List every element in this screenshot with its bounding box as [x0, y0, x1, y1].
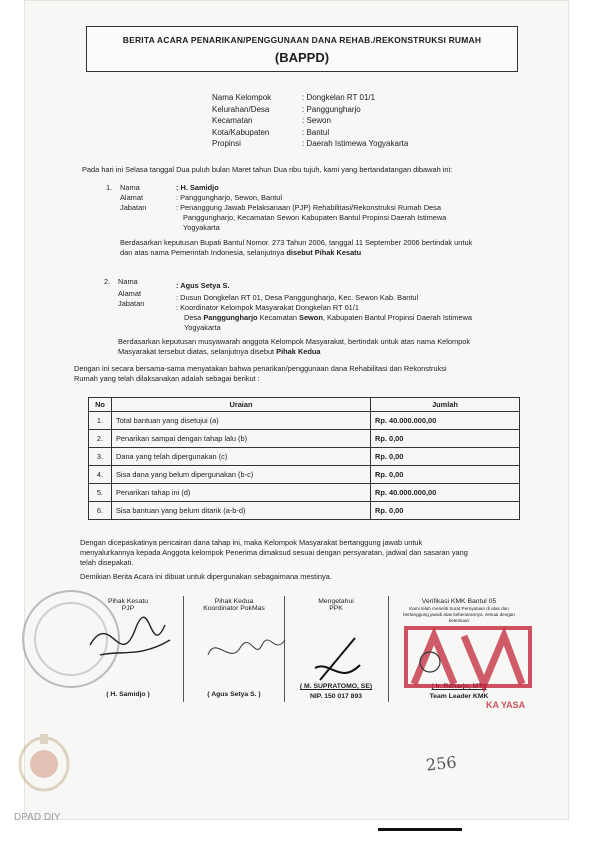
party-2-position-text: , Kabupaten Bantul Propinsi Daerah Istimewa — [322, 313, 472, 322]
document-title: BERITA ACARA PENARIKAN/PENGGUNAAN DANA REHAB./REKONSTRUKSI RUMAH — [122, 35, 482, 45]
row-description: Dana yang telah dipergunakan (c) — [112, 448, 371, 466]
page-edge-mark — [378, 828, 462, 831]
signature-nip: NIP. 150 017 893 — [309, 693, 363, 700]
party-2-position-line2 — [184, 313, 472, 323]
row-amount: Rp. 0,00 — [371, 448, 520, 466]
signature-name: ( H. Samidjo ) — [106, 691, 150, 698]
signature-scribble-party-1 — [80, 600, 180, 680]
kmk-stamp — [404, 624, 534, 712]
info-row — [212, 104, 408, 116]
row-number: 1. — [89, 412, 112, 430]
party-2-position-line1: : Koordinator Kelompok Masyarakat Dongkelan RT 01/1 — [176, 303, 359, 312]
party-2-key-jabatan: Jabatan — [118, 299, 145, 308]
info-row — [212, 127, 408, 139]
kmk-stamp-text: KA YASA — [486, 700, 526, 710]
info-label: Propinsi — [212, 139, 241, 148]
party-1-number: 1. — [106, 183, 113, 192]
signature-name: ( Ir. Raharjo, MT ) — [431, 683, 487, 690]
handwritten-page-number: 256 — [425, 752, 458, 775]
funds-table — [88, 397, 520, 520]
party-1-key-jabatan: Jabatan — [120, 203, 147, 212]
party-2-basis-line1: Berdasarkan keputusan musyawarah anggota Kelompok Masyarakat, bertindak untuk atas nama Kelompok — [118, 337, 471, 346]
info-label: Kecamatan — [212, 116, 253, 125]
party-2-position-line3: Yogyakarta — [184, 323, 221, 332]
dpad-logo-icon — [16, 730, 72, 804]
info-value: : Dongkelan RT 01/1 — [302, 93, 376, 102]
row-description: Penarikan tahap ini (d) — [112, 484, 371, 502]
signature-heading: Pihak Kedua — [214, 598, 254, 605]
row-amount: Rp. 0,00 — [371, 502, 520, 520]
document-subtitle: (BAPPD) — [274, 50, 330, 65]
row-amount: Rp. 40.000.000,00 — [371, 412, 520, 430]
info-row — [212, 138, 408, 150]
party-2-basis-line2 — [118, 347, 321, 357]
signature-scribble-ppk — [300, 630, 380, 690]
group-info — [212, 92, 408, 150]
document-title-box — [86, 26, 518, 72]
signature-heading: Mengetahui — [318, 598, 354, 605]
agreement-line2: Rumah yang telah dilaksanakan adalah sebagai berikut : — [74, 374, 260, 383]
table-header-no: No — [89, 398, 112, 412]
signature-role: Koordinator PokMas — [203, 605, 265, 612]
closing-line1: Dengan dicepaskatinya pencairan dana tahap ini, maka Kelompok Masyarakat bertanggung jawab untuk — [80, 538, 423, 547]
watermark: DPAD DIY — [14, 812, 61, 823]
row-number: 4. — [89, 466, 112, 484]
info-value: : Panggungharjo — [302, 104, 361, 114]
info-row — [212, 115, 408, 127]
party-2-number: 2. — [104, 277, 111, 286]
signature-role: PJP — [121, 605, 135, 612]
party-2-designation: Pihak Kedua — [276, 347, 321, 356]
info-value: : Sewon — [302, 116, 331, 125]
party-2-district: Sewon — [299, 313, 323, 322]
party-1-designation: disebut Pihak Kesatu — [286, 248, 362, 257]
party-1-address: : Panggungharjo, Sewon, Bantul — [176, 193, 283, 202]
info-row — [212, 92, 408, 104]
party-1-name: : H. Samidjo — [176, 183, 219, 192]
table-header-amount: Jumlah — [371, 398, 520, 412]
table-row — [89, 502, 520, 520]
party-1-position-line3: Yogyakarta — [183, 223, 220, 232]
row-description: Penarikan sampai dengan tahap lalu (b) — [112, 430, 371, 448]
party-1-basis-text: dan atas nama Pemerintah Indonesia, selanjutnya — [120, 248, 287, 257]
info-label: Nama Kelompok — [212, 93, 272, 102]
party-2-key-nama: Nama — [118, 277, 138, 286]
party-2-position-text: Kecamatan — [257, 313, 300, 322]
info-value: : Daerah Istimewa Yogyakarta — [302, 139, 409, 148]
info-label: Kelurahan/Desa — [212, 104, 270, 114]
party-1-basis-line1: Berdasarkan keputusan Bupati Bantul Nomor. 273 Tahun 2006, tanggal 11 September 2006 bertindak untuk — [120, 238, 473, 247]
row-number: 2. — [89, 430, 112, 448]
signature-heading: Verifikasi KMK Bantul 05 — [421, 598, 497, 605]
row-amount: Rp. 0,00 — [371, 430, 520, 448]
row-number: 5. — [89, 484, 112, 502]
party-1-position-line2: Panggungharjo, Kecamatan Sewon Kabupaten Bantul Propinsi Daerah Istimewa — [183, 213, 447, 222]
signature-scribble-party-2 — [200, 620, 290, 680]
row-amount: Rp. 0,00 — [371, 466, 520, 484]
intro-text: Pada hari ini Selasa tanggal Dua puluh bulan Maret tahun Dua ribu tujuh, kami yang bertandatangan dibawah ini: — [82, 165, 453, 174]
party-1-key-alamat: Alamat — [120, 193, 144, 202]
closing-line3: telah disepakati. — [80, 558, 134, 567]
row-description: Sisa bantuan yang belum ditarik (a-b-d) — [112, 502, 371, 520]
table-header-row — [89, 398, 520, 412]
table-header-description: Uraian — [112, 398, 371, 412]
party-2-name: : Agus Setya S. — [176, 281, 230, 290]
table-row — [89, 448, 520, 466]
party-2-position-text: Desa — [184, 313, 204, 322]
party-1-basis-line2 — [120, 248, 361, 258]
signature-role: PPK — [329, 605, 343, 612]
party-1-position-line1: : Penanggung Jawab Pelaksanaan (PJP) Rehabilitasi/Rekonstruksi Rumah Desa — [176, 203, 441, 212]
info-label: Kota/Kabupaten — [212, 127, 270, 137]
closing-line2: menyalurkannya kepada Anggota kelompok Penerima dimaksud sesuai dengan persyaratan, jadwal dan sasaran yang — [80, 548, 468, 557]
party-2-address: : Dusun Dongkelan RT 01, Desa Panggungharjo, Kec. Sewon Kab. Bantul — [176, 293, 419, 302]
row-number: 3. — [89, 448, 112, 466]
party-2-key-alamat: Alamat — [118, 289, 142, 298]
table-row — [89, 430, 520, 448]
agreement-line1: Dengan ini secara bersama-sama menyatakan bahwa penarikan/penggunaan dana Rehabilitasi dan Rekonstruksi — [74, 364, 447, 373]
signature-name: ( M. SUPRATOMO, SE) — [299, 683, 373, 690]
row-amount: Rp. 40.000.000,00 — [371, 484, 520, 502]
row-description: Total bantuan yang disetujui (a) — [112, 412, 371, 430]
row-number: 6. — [89, 502, 112, 520]
party-2-village: Panggungharjo — [203, 313, 258, 322]
table-row — [89, 466, 520, 484]
signature-heading: Pihak Kesatu — [107, 598, 149, 605]
party-1-key-nama: Nama — [120, 183, 140, 192]
party-2-basis-text: Masyarakat tersebut diatas, selanjutnya disebut — [118, 347, 277, 356]
closing-line4: Demikian Berita Acara ini dibuat untuk dipergunakan sebagaimana mestinya. — [80, 572, 332, 581]
verification-note: Kami telah meneliti Surat Pernyataan di atas dan bertanggung jawab atas kebenarannya, sesuai dengan ketentuan — [403, 606, 515, 623]
signature-name: ( Agus Setya S. ) — [207, 691, 261, 698]
row-description: Sisa dana yang belum dipergunakan (b-c) — [112, 466, 371, 484]
table-row — [89, 412, 520, 430]
info-value: : Bantul — [302, 127, 330, 137]
table-row — [89, 484, 520, 502]
signature-role: Team Leader KMK — [429, 693, 489, 700]
